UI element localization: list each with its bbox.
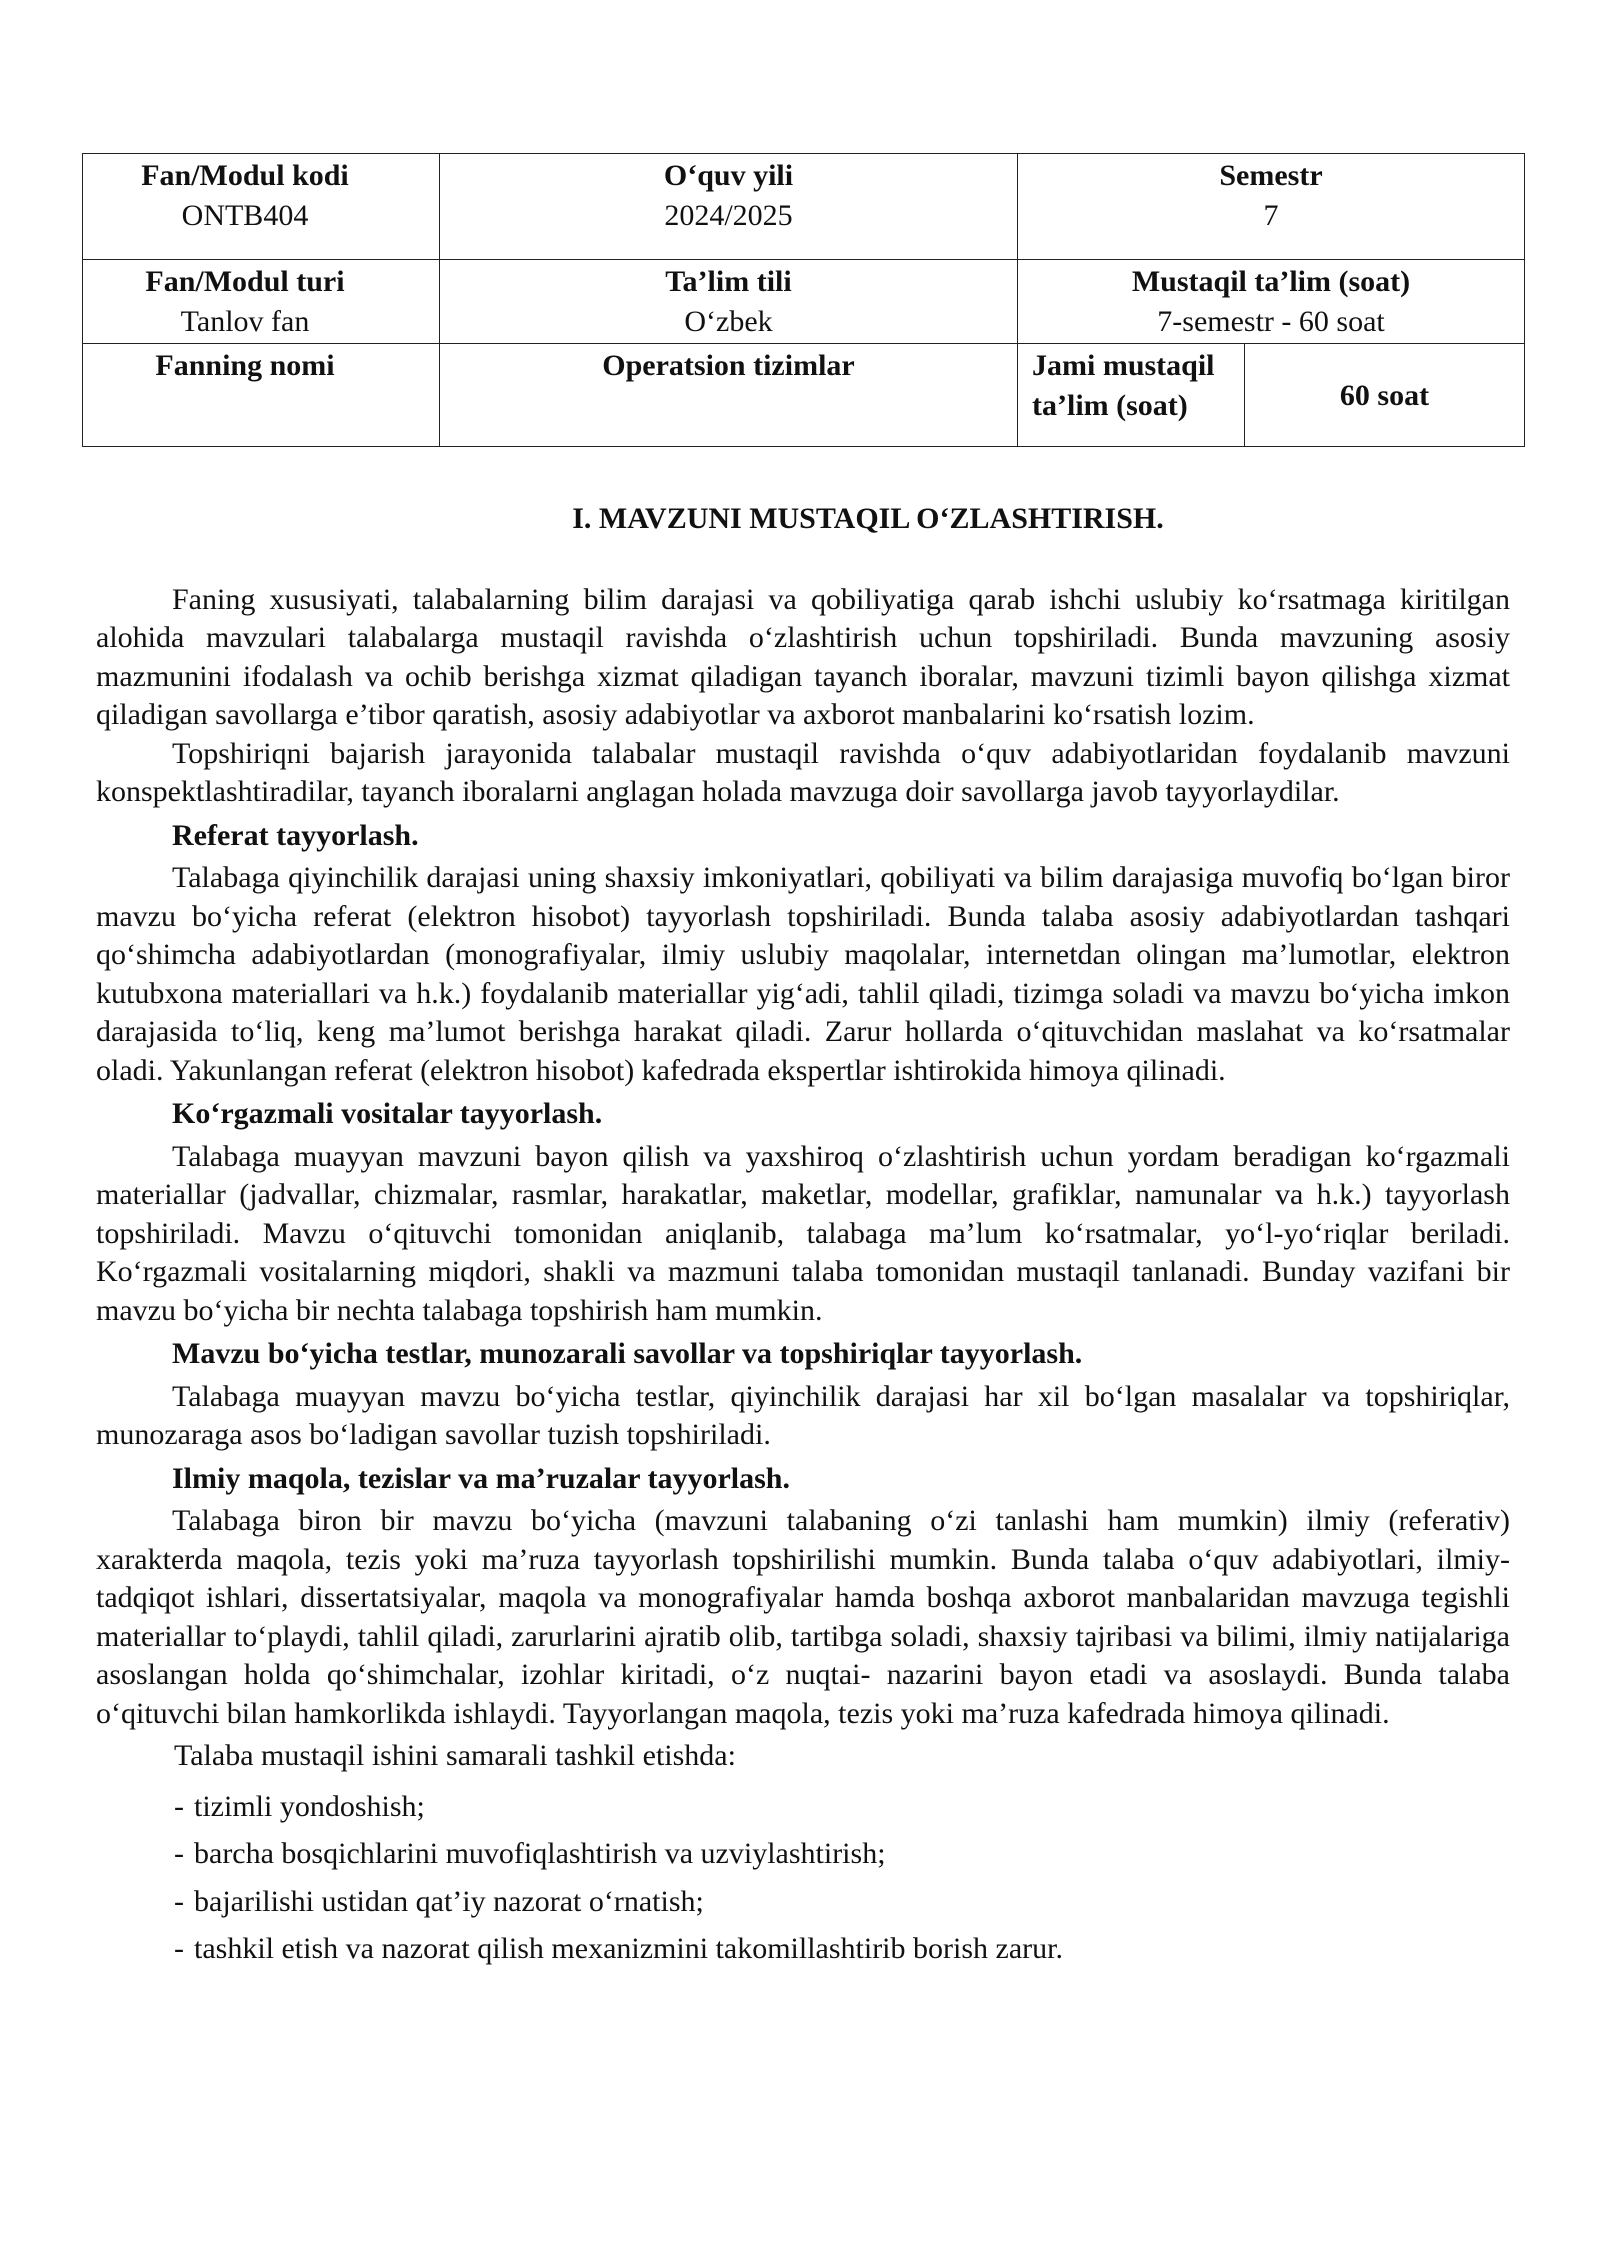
- table-row: [83, 154, 1525, 260]
- subject-name-label-cell: [83, 344, 440, 447]
- language-label: Ta’lim tili: [665, 265, 792, 298]
- independent-study-label: Mustaqil ta’lim (soat): [1131, 265, 1411, 298]
- paragraph: Talabaga qiyinchilik darajasi uning shaxsiy imkoniyatlari, qobiliyati va bilim darajasiga muvofiq bo‘lgan biror mavzu bo‘yicha referat (elektron hisobot) tayyorlash topshiriladi. Bunda talaba asosiy adabiyotlardan tashqari qo‘shimcha adabiyotlardan (monografiyalar, ilmiy uslubiy maqolalar, internetdan olingan ma’lumotlar, elektron kutubxona materiallari va h.k.) foydalanib materiallar yig‘adi, tahlil qiladi, tizimga soladi va mavzu bo‘yicha imkon darajasida to‘liq, keng ma’lumot berishga harakat qiladi. Zarur hollarda o‘qituvchidan maslahat va ko‘rsatmalar oladi. Yakunlangan referat (elektron hisobot) kafedrada ekspertlar ishtirokida himoya qilinadi.: [96, 861, 1510, 1087]
- document-body: [96, 500, 1510, 1978]
- dash-bullet: -: [174, 1884, 184, 1918]
- dash-bullet: -: [174, 1932, 184, 1965]
- subheading-referat: Referat tayyorlash.: [172, 818, 419, 852]
- module-code-value: ONTB404: [181, 199, 309, 232]
- paragraph: Topshiriqni bajarish jarayonida talabalar mustaqil ravishda o‘quv adabiyotlaridan foydalanib mavzuni konspektlashtiradilar, tayanch iboralarni anglagan holada mavzuga doir savollarga javob tayyorlaydilar.: [96, 736, 1510, 808]
- paragraph: Talabaga muayyan mavzu bo‘yicha testlar, qiyinchilik darajasi har xil bo‘lgan masalalar va topshiriqlar, munozaraga asos bo‘ladigan savollar tuzish topshiriladi.: [96, 1379, 1510, 1451]
- table-row: [83, 344, 1525, 447]
- total-hours-value-cell: [1245, 344, 1525, 447]
- list-item: [174, 1883, 1510, 1922]
- paragraph: Talabaga muayyan mavzuni bayon qilish va yaxshiroq o‘zlashtirish uchun yordam beradigan ko‘rgazmali materiallar (jadvallar, chizmalar, rasmlar, harakatlar, maketlar, modellar, grafiklar, namunalar va h.k.) tayyorlash topshiriladi. Mavzu o‘qituvchi tomonidan aniqlanib, talabaga ma’lum ko‘rsatmalar, yo‘l-yo‘riqlar beriladi. Ko‘rgazmali vositalarning miqdori, shakli va mazmuni talaba tomonidan mustaqil tanlanadi. Bunday vazifani bir mavzu bo‘yicha bir nechta talabaga topshirish ham mumkin.: [96, 1139, 1510, 1327]
- list-item: [174, 1930, 1510, 1969]
- list-intro: Talaba mustaqil ishini samarali tashkil etishda:: [174, 1739, 736, 1772]
- subject-name-value: Operatsion tizimlar: [602, 349, 855, 382]
- module-type-cell: [83, 260, 440, 344]
- course-info-table: [82, 153, 1525, 447]
- semester-label: Semestr: [1219, 159, 1323, 192]
- semester-value: 7: [1263, 199, 1279, 232]
- list-item: [174, 1835, 1510, 1874]
- independent-study-value: 7-semestr - 60 soat: [1157, 305, 1385, 338]
- paragraph: Faning xususiyati, talabalarning bilim darajasi va qobiliyatiga qarab ishchi uslubiy ko‘rsatmaga kiritilgan alohida mavzulari talabalarga mustaqil ravishda o‘zlashtirish uchun topshiriladi. Bunda mavzuning asosiy mazmunini ifodalash va ochib berishga xizmat qiladigan tayanch iboralar, mavzuni tizimli bayon qilishga xizmat qiladigan savollarga e’tibor qaratish, asosiy adabiyotlar va axborot manbalarini ko‘rsatish lozim.: [96, 582, 1510, 731]
- module-type-label: Fan/Modul turi: [145, 265, 345, 298]
- module-code-cell: [83, 154, 440, 260]
- list-item-text: tashkil etish va nazorat qilish mexanizmini takomillashtirib borish zarur.: [194, 1932, 1063, 1965]
- section-title: I. MAVZUNI MUSTAQIL O‘ZLASHTIRISH.: [572, 502, 1164, 535]
- list-item: [174, 1788, 1510, 1827]
- subject-name-label: Fanning nomi: [155, 349, 335, 382]
- academic-year-value: 2024/2025: [664, 199, 793, 232]
- language-value: O‘zbek: [684, 305, 773, 338]
- subheading-tests: Mavzu bo‘yicha testlar, munozarali savollar va topshiriqlar tayyorlash.: [172, 1337, 1083, 1370]
- academic-year-label: O‘quv yili: [663, 159, 794, 192]
- list-item-text: bajarilishi ustidan qat’iy nazorat o‘rnatish;: [194, 1884, 704, 1918]
- dash-bullet: -: [174, 1837, 184, 1870]
- total-hours-label-cell: [1018, 344, 1245, 447]
- subheading-articles: Ilmiy maqola, tezislar va ma’ruzalar tayyorlash.: [172, 1461, 790, 1495]
- module-code-label: Fan/Modul kodi: [141, 159, 349, 192]
- module-type-value: Tanlov fan: [180, 305, 310, 338]
- dash-bullet: -: [174, 1789, 184, 1823]
- semester-cell: [1018, 154, 1525, 260]
- paragraph: Talabaga biron bir mavzu bo‘yicha (mavzuni talabaning o‘zi tanlashi ham mumkin) ilmiy (referativ) xarakterda maqola, tezis yoki ma’ruza tayyorlash topshirilishi mumkin. Bunda talaba o‘quv adabiyotlari, ilmiy-tadqiqot ishlari, dissertatsiyalar, maqola va monografiyalar hamda boshqa axborot manbalaridan mavzuga tegishli materiallar to‘playdi, tahlil qiladi, zarurlarini ajratib olib, tartibga soladi, shaxsiy tajribasi va bilimi, ilmiy natijalariga asoslangan holda qo‘shimchalar, izohlar kiritadi, o‘z nuqtai- nazarini bayon etadi va asoslaydi. Bunda talaba o‘qituvchi bilan hamkorlikda ishlaydi. Tayyorlangan maqola, tezis yoki ma’ruza kafedrada himoya qilinadi.: [96, 1504, 1510, 1730]
- language-cell: [440, 260, 1018, 344]
- subheading-visual-aids: Ko‘rgazmali vositalar tayyorlash.: [172, 1097, 603, 1130]
- list-item-text: barcha bosqichlarini muvofiqlashtirish va uzviylashtirish;: [194, 1837, 886, 1870]
- independent-study-cell: [1018, 260, 1525, 344]
- subject-name-value-cell: [440, 344, 1018, 447]
- academic-year-cell: [440, 154, 1018, 260]
- total-hours-value: 60 soat: [1339, 379, 1430, 412]
- total-hours-label-line2: ta’lim (soat): [1032, 389, 1188, 422]
- total-hours-label-line1: Jami mustaqil: [1032, 349, 1215, 382]
- table-row: [83, 260, 1525, 344]
- list-item-text: tizimli yondoshish;: [194, 1789, 425, 1823]
- requirements-list: [174, 1788, 1510, 1969]
